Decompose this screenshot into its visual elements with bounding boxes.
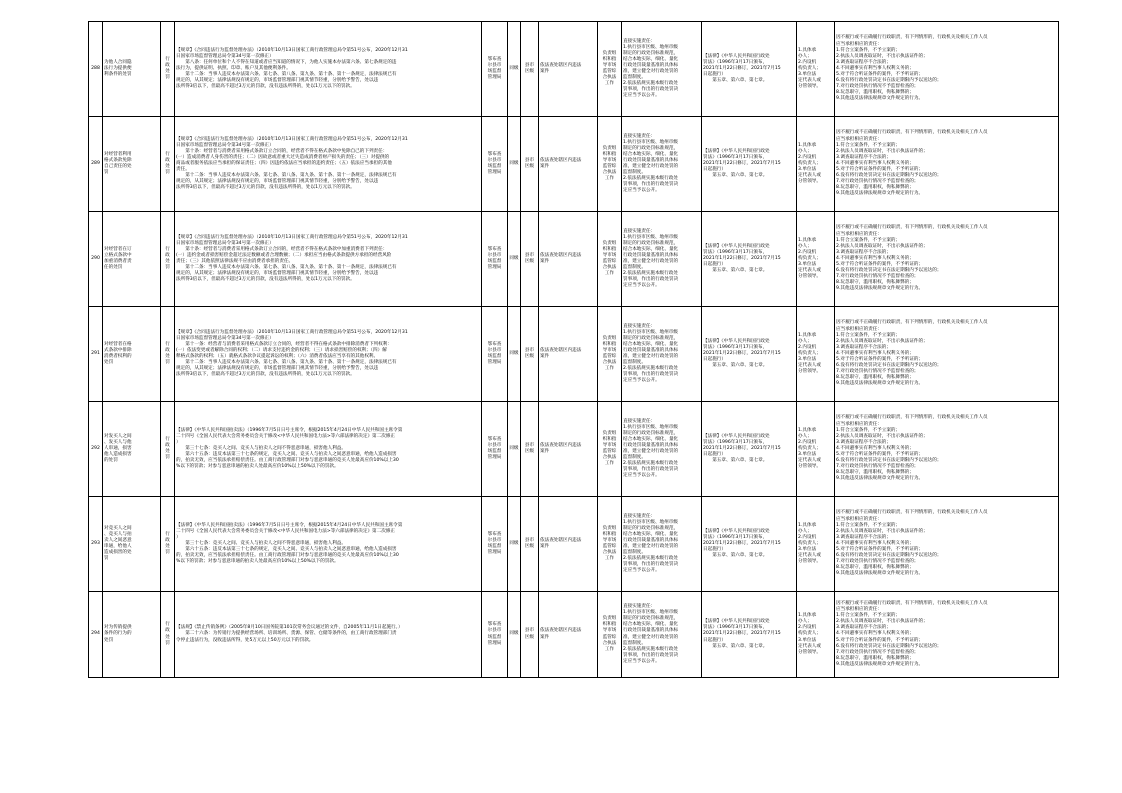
responsibility-description: 直接实施责任： 1.执行县市区级、地州市级 制定的行政处罚标准规范， 结合本地实际，细化、量化 行政处罚裁量基准的具体标 准，建立健全对行政处罚的 监督制度。 2.依法依规实施本级行政处 罚事项，作出的行政处罚决 定应当予以公开。	[622, 497, 702, 592]
responsibility-description: 直接实施责任： 1.执行县市区级、地州市级 制定的行政处罚标准规范， 结合本地实际，细化、量化 行政处罚裁量基准的具体标 准，建立健全对行政处罚的 监督制度。 2.依法依规实施本级行政处 罚事项，作出的行政处罚决 定应当予以公开。	[622, 117, 702, 212]
legal-basis: 【法律】《中华人民共和国拍卖法》（1996年7月5日日号主席令，根据2015年4月24日中华人民共和国主席令第 二十四号《全国人民代表大会常务委员会关于修改<中华人民共和国电力法>等六部法律的决定》第二次修正 ） 第三十七条：竞买人之间、竞买人与拍卖人之间不得恶意串通，损害他人利益。 第六十五条：违反本法第三十七条的规定，竞买人之间、竞买人与拍卖人之间恶意串通，给他人造成损害 的，拍卖无效，应当依法承担赔偿责任。由工商行政管理部门对参与恶意串通的竞买人处最高应价10%以上30 %以下的罚款；对参与恶意串通的拍卖人处最高应价10%以上50%以下的罚款。	[175, 402, 482, 497]
item-name: 对经营者在订 立格式条款中 加重消费者责 任的处罚	[103, 212, 161, 307]
accountability-clauses: 因不履行或不正确履行行政职责，有下列情形的，行政机关及相关工作人员 应当承担相应的责任： 1.符合立案条件，不予立案的； 2.执法人员调查取证时，不出示执法证件的； 3.调查取证程序不合法的； 4.不回避事实有利当事人权利义务的； 5.对于符合听证条件的案件，不予听证的； 6.没有将行政处罚决定书在法定期限内予以送达的； 7.对行政处罚执行情况不予监督检查的； 8.玩忽职守，滥用职权，徇私舞弊的； 9.其他违反法律法规规章文件规定的行为。	[835, 307, 1059, 402]
legal-basis: 【规章】《合同违法行为监督处理办法》（2010年10月13日国家工商行政管理总局令第51号公布，2020年12月31 日国家市场监督管理总局令第34号第一次修正） 第十一条：经营者与消费者采用格式条款订立合同的，经营者不得在格式条款中排除消费者下列权利： (一）依法变更或者解除合同的权利；（二）请求支付违约金的权利；（三）请求损害赔偿的权利；（四）解 释格式条款的权利；（五）就格式条款争议提起诉讼的权利；（六）消费者依法应当享有的其他权利。 第十二条：当事人违反本办法第六条、第七条、第八条、第九条、第十条、第十一条规定，法律法规已有 规定的，从其规定；法律法规没有规定的，市场监督管理部门视其情节轻重，分别给予警告，处以违 法所得3倍以下，但最高不超过3万元的罚款，没有违法所得的，处以1万元以下的罚款。	[175, 307, 482, 402]
jurisdiction-level: 县市 区级	[521, 212, 539, 307]
handling-personnel: 1.具体承 办人； 2.内设机 构负责人； 3.单位法 定代表人或 分管领导。	[797, 22, 835, 117]
jurisdiction-level: 县市 区级	[521, 497, 539, 592]
jurisdiction-level: 县市 区级	[521, 592, 539, 678]
responsible-department: 负责组 织和指 导市场 监管综 合执法 工作	[598, 307, 622, 402]
item-number: 288	[89, 22, 103, 117]
level-cell: 同级	[508, 307, 521, 402]
legal-basis: 【规章】《合同违法行为监督处理办法》（2010年10月13日国家工商行政管理总局令第51号公布，2020年12月31 日国家市场监督管理总局令第34号第一次修正） 第十条：经营者与消费者采用格式条款订立合同的，经营者不得在格式条款中加重消费者下列责任： (一）违约金或者损害赔偿金超过法定数额或者合理数额；（二）承担应当由格式条款提供方承担的经营风险 责任；（三）其他依照法律法规不应由消费者承担的责任。 第十二条：当事人违反本办法第六条、第七条、第八条、第九条、第十条、第十一条规定，法律法规已有 规定的，从其规定；法律法规没有规定的，市场监督管理部门视其情节轻重，分别给予警告，处以违 法所得3倍以下，但最高不超过3万元的罚款，没有违法所得的，处以1万元以下的罚款。	[175, 212, 482, 307]
procedure-law: 【法律】《中华人民共和国行政处 罚法》（1996年3月17日颁布， 2021年1月22日修订，2021年7月15 日起施行） 第五章、第六章、第七章。	[702, 497, 797, 592]
handling-personnel: 1.具体承 办人； 2.内设机 构负责人； 3.单位法 定代表人或 分管领导。	[797, 402, 835, 497]
implementing-body: 鄂布查 尔县市 场监督 管理局	[482, 117, 508, 212]
table-row	[89, 592, 1059, 678]
item-name: 对发买人之间 、发买人与他 人串通，损害 他人造成损害 的处罚	[103, 402, 161, 497]
implementing-body: 鄂布查 尔县市 场监督 管理局	[482, 307, 508, 402]
enforcement-scope: 依法查处辖区内违法 案件	[539, 22, 598, 117]
table-row	[89, 22, 1059, 117]
item-number: 290	[89, 212, 103, 307]
jurisdiction-level: 县市 区级	[521, 402, 539, 497]
implementing-body: 鄂布查 尔县市 场监督 管理局	[482, 592, 508, 678]
enforcement-scope: 依法查处辖区内违法 案件	[539, 402, 598, 497]
level-cell: 同级	[508, 117, 521, 212]
item-name: 对经营者利用 格式条款免除 自己责任的处 罚	[103, 117, 161, 212]
legal-basis: 【规章】《合同违法行为监督处理办法》（2010年10月13日国家工商行政管理总局令第51号公布，2020年12月31 日国家市场监督管理总局令第34号第一次修正） 第八条：任何单位和个人不得在知道或者应当知道的情况下，为他人实施本办法第六条、第七条规定的违 法行为，提供证明、执照、印章、账户及其他便利条件。 第十二条：当事人违反本办法第六条、第七条、第八条、第九条、第十条、第十一条规定，法律法规已有 规定的，从其规定；法律法规没有规定的，市场监督管理部门视其情节轻重，分别给予警告，处以违 法所得3倍以下，但最高不超过3万元的罚款，没有违法所得的，处以1万元以下的罚款。	[175, 22, 482, 117]
enforcement-scope: 依法查处辖区内违法 案件	[539, 212, 598, 307]
procedure-law: 【法律】《中华人民共和国行政处 罚法》（1996年3月17日颁布， 2021年1月22日修订，2021年7月15 日起施行） 第五章、第六章、第七章。	[702, 117, 797, 212]
responsible-department: 负责组 织和指 导市场 监管综 合执法 工作	[598, 497, 622, 592]
item-name: 对经营者在格 式条款中排除 消费者权利的 处罚	[103, 307, 161, 402]
responsibility-description: 直接实施责任： 1.执行县市区级、地州市级 制定的行政处罚标准规范， 结合本地实际，细化、量化 行政处罚裁量基准的具体标 准，建立健全对行政处罚的 监督制度。 2.依法依规实施本级行政处 罚事项，作出的行政处罚决 定应当予以公开。	[622, 212, 702, 307]
responsibility-description: 直接实施责任： 1.执行县市区级、地州市级 制定的行政处罚标准规范， 结合本地实际，细化、量化 行政处罚裁量基准的具体标 准，建立健全对行政处罚的 监督制度。 2.依法依规实施本级行政处 罚事项，作出的行政处罚决 定应当予以公开。	[622, 402, 702, 497]
implementing-body: 鄂布查 尔县市 场监督 管理局	[482, 402, 508, 497]
item-number: 291	[89, 307, 103, 402]
responsible-department: 负责组 织和指 导市场 监管综 合执法 工作	[598, 117, 622, 212]
table-row	[89, 307, 1059, 402]
table-row	[89, 117, 1059, 212]
enforcement-scope: 依法查处辖区内违法 案件	[539, 117, 598, 212]
responsible-department: 负责组 织和指 导市场 监管综 合执法 工作	[598, 592, 622, 678]
responsible-department: 负责组 织和指 导市场 监管综 合执法 工作	[598, 212, 622, 307]
level-cell: 同级	[508, 212, 521, 307]
accountability-clauses: 因不履行或不正确履行行政职责，有下列情形的，行政机关及相关工作人员 应当承担相应的责任： 1.符合立案条件，不予立案的； 2.执法人员调查取证时，不出示执法证件的； 3.调查取证程序不合法的； 4.不回避事实有利当事人权利义务的； 5.对于符合听证条件的案件，不予听证的； 6.没有将行政处罚决定书在法定期限内予以送达的； 7.对行政处罚执行情况不予监督检查的； 8.玩忽职守，滥用职权，徇私舞弊的； 9.其他违反法律法规规章文件规定的行为。	[835, 592, 1059, 678]
table-row	[89, 497, 1059, 592]
jurisdiction-level: 县市 区级	[521, 22, 539, 117]
level-cell: 同级	[508, 497, 521, 592]
enforcement-scope: 依法查处辖区内违法 案件	[539, 307, 598, 402]
item-type: 行 政 处 罚	[161, 212, 175, 307]
item-number: 293	[89, 497, 103, 592]
item-type: 行 政 处 罚	[161, 592, 175, 678]
item-type: 行 政 处 罚	[161, 117, 175, 212]
legal-basis: 【规章】《合同违法行为监督处理办法》（2010年10月13日国家工商行政管理总局令第51号公布，2020年12月31 日国家市场监督管理总局令第34号第一次修正） 第十条：经营者与消费者采用格式条款订立合同的，经营者不得在格式条款中免除自己的下列责任： (一）造成消费者人身伤害的责任；（二）因故意或者重大过失造成消费者财产损失的责任；（三）对提供的 商品或者服务依法应当承担的保证责任；（四）因违约依法应当承担的违约责任；（五）依法应当承担的其他 责任。 第十二条：当事人违反本办法第六条、第七条、第八条、第九条、第十条、第十一条规定，法律法规已有 规定的，从其规定；法律法规没有规定的，市场监督管理部门视其情节轻重，分别给予警告，处以违 法所得3倍以下，但最高不超过3万元的罚款，没有违法所得的，处以1万元以下的罚款。	[175, 117, 482, 212]
item-number: 292	[89, 402, 103, 497]
item-name: 对竞买人之间 、竞买人与拍 卖人之间恶意 串通，给他人 造成损害的处 罚	[103, 497, 161, 592]
legal-basis: 【法律】《中华人民共和国拍卖法》（1996年7月5日日号主席令，根据2015年4月24日中华人民共和国主席令第 二十四号《全国人民代表大会常务委员会关于修改<中华人民共和国电力法>等六部法律的决定》第二次修正 ） 第三十七条：竞买人之间、竞买人与拍卖人之间不得恶意串通，损害他人利益。 第六十五条：违反本法第三十七条的规定，竞买人之间、竞买人与拍卖人之间恶意串通，给他人造成损害 的，拍卖无效，应当依法承担赔偿责任。由工商行政管理部门对参与恶意串通的竞买人处最高应价10%以上30 %以下的罚款；对参与恶意串通的拍卖人处最高应价10%以上50%以下的罚款。	[175, 497, 482, 592]
handling-personnel: 1.具体承 办人； 2.内设机 构负责人； 3.单位法 定代表人或 分管领导。	[797, 592, 835, 678]
item-type: 行 政 处 罚	[161, 497, 175, 592]
item-name: 对为传销提供 条件的行为的 处罚	[103, 592, 161, 678]
level-cell: 同级	[508, 22, 521, 117]
item-name: 为他人合同隐 法行为提供便 利条件的处罚	[103, 22, 161, 117]
handling-personnel: 1.具体承 办人； 2.内设机 构负责人； 3.单位法 定代表人或 分管领导。	[797, 117, 835, 212]
handling-personnel: 1.具体承 办人； 2.内设机 构负责人； 3.单位法 定代表人或 分管领导。	[797, 307, 835, 402]
table-row	[89, 212, 1059, 307]
responsibility-description: 直接实施责任： 1.执行县市区级、地州市级 制定的行政处罚标准规范， 结合本地实际，细化、量化 行政处罚裁量基准的具体标 准，建立健全对行政处罚的 监督制度。 2.依法依规实施本级行政处 罚事项，作出的行政处罚决 定应当予以公开。	[622, 22, 702, 117]
procedure-law: 【法律】《中华人民共和国行政处 罚法》（1996年3月17日颁布， 2021年1月22日修订，2021年7月15 日起施行） 第五章、第六章、第七章。	[702, 212, 797, 307]
handling-personnel: 1.具体承 办人； 2.内设机 构负责人； 3.单位法 定代表人或 分管领导。	[797, 212, 835, 307]
item-type: 行 政 处 罚	[161, 307, 175, 402]
item-number: 294	[89, 592, 103, 678]
legal-basis: 【法规】《禁止传销条例》（2005年8月10日国务院第101次常务会议通过的文件，自2005年11月1日起施行。） 第二十六条：为传销行为提供经营场所、培训场所、货源、保管、仓储等条件的，由工商行政管理部门责 令停止违法行为，没收违法所得，处5万元以上50万元以下的罚款。	[175, 592, 482, 678]
level-cell: 同级	[508, 402, 521, 497]
table-row	[89, 402, 1059, 497]
implementing-body: 鄂布查 尔县市 场监督 管理局	[482, 212, 508, 307]
accountability-clauses: 因不履行或不正确履行行政职责，有下列情形的，行政机关及相关工作人员 应当承担相应的责任： 1.符合立案条件，不予立案的； 2.执法人员调查取证时，不出示执法证件的； 3.调查取证程序不合法的； 4.不回避事实有利当事人权利义务的； 5.对于符合听证条件的案件，不予听证的； 6.没有将行政处罚决定书在法定期限内予以送达的； 7.对行政处罚执行情况不予监督检查的； 8.玩忽职守，滥用职权，徇私舞弊的； 9.其他违反法律法规规章文件规定的行为。	[835, 117, 1059, 212]
power-list-table	[88, 21, 1059, 678]
implementing-body: 鄂布查 尔县市 场监督 管理局	[482, 22, 508, 117]
item-type: 行 政 处 罚	[161, 22, 175, 117]
item-type: 行 政 处 罚	[161, 402, 175, 497]
enforcement-scope: 依法查处辖区内违法 案件	[539, 592, 598, 678]
item-number: 289	[89, 117, 103, 212]
responsible-department: 负责组 织和指 导市场 监管综 合执法 工作	[598, 22, 622, 117]
responsibility-description: 直接实施责任： 1.执行县市区级、地州市级 制定的行政处罚标准规范， 结合本地实际，细化、量化 行政处罚裁量基准的具体标 准，建立健全对行政处罚的 监督制度。 2.依法依规实施本级行政处 罚事项，作出的行政处罚决 定应当予以公开。	[622, 307, 702, 402]
responsible-department: 负责组 织和指 导市场 监管综 合执法 工作	[598, 402, 622, 497]
procedure-law: 【法律】《中华人民共和国行政处 罚法》（1996年3月17日颁布， 2021年1月22日修订，2021年7月15 日起施行） 第五章、第六章、第七章。	[702, 22, 797, 117]
implementing-body: 鄂布查 尔县市 场监督 管理局	[482, 497, 508, 592]
procedure-law: 【法律】《中华人民共和国行政处 罚法》（1996年3月17日颁布， 2021年1月22日修订，2021年7月15 日起施行） 第五章、第六章、第七章。	[702, 592, 797, 678]
procedure-law: 【法律】《中华人民共和国行政处 罚法》（1996年3月17日颁布， 2021年1月22日修订，2021年7月15 日起施行） 第五章、第六章、第七章。	[702, 307, 797, 402]
enforcement-scope: 依法查处辖区内违法 案件	[539, 497, 598, 592]
handling-personnel: 1.具体承 办人； 2.内设机 构负责人； 3.单位法 定代表人或 分管领导。	[797, 497, 835, 592]
procedure-law: 【法律】《中华人民共和国行政处 罚法》（1996年3月17日颁布， 2021年1月22日修订，2021年7月15 日起施行） 第五章、第六章、第七章。	[702, 402, 797, 497]
accountability-clauses: 因不履行或不正确履行行政职责，有下列情形的，行政机关及相关工作人员 应当承担相应的责任： 1.符合立案条件，不予立案的； 2.执法人员调查取证时，不出示执法证件的； 3.调查取证程序不合法的； 4.不回避事实有利当事人权利义务的； 5.对于符合听证条件的案件，不予听证的； 6.没有将行政处罚决定书在法定期限内予以送达的； 7.对行政处罚执行情况不予监督检查的； 8.玩忽职守，滥用职权，徇私舞弊的； 9.其他违反法律法规规章文件规定的行为。	[835, 22, 1059, 117]
accountability-clauses: 因不履行或不正确履行行政职责，有下列情形的，行政机关及相关工作人员 应当承担相应的责任： 1.符合立案条件，不予立案的； 2.执法人员调查取证时，不出示执法证件的； 3.调查取证程序不合法的； 4.不回避事实有利当事人权利义务的； 5.对于符合听证条件的案件，不予听证的； 6.没有将行政处罚决定书在法定期限内予以送达的； 7.对行政处罚执行情况不予监督检查的； 8.玩忽职守，滥用职权，徇私舞弊的； 9.其他违反法律法规规章文件规定的行为。	[835, 497, 1059, 592]
accountability-clauses: 因不履行或不正确履行行政职责，有下列情形的，行政机关及相关工作人员 应当承担相应的责任： 1.符合立案条件，不予立案的； 2.执法人员调查取证时，不出示执法证件的； 3.调查取证程序不合法的； 4.不回避事实有利当事人权利义务的； 5.对于符合听证条件的案件，不予听证的； 6.没有将行政处罚决定书在法定期限内予以送达的； 7.对行政处罚执行情况不予监督检查的； 8.玩忽职守，滥用职权，徇私舞弊的； 9.其他违反法律法规规章文件规定的行为。	[835, 402, 1059, 497]
jurisdiction-level: 县市 区级	[521, 117, 539, 212]
responsibility-description: 直接实施责任： 1.执行县市区级、地州市级 制定的行政处罚标准规范， 结合本地实际，细化、量化 行政处罚裁量基准的具体标 准，建立健全对行政处罚的 监督制度。 2.依法依规实施本级行政处 罚事项，作出的行政处罚决 定应当予以公开。	[622, 592, 702, 678]
accountability-clauses: 因不履行或不正确履行行政职责，有下列情形的，行政机关及相关工作人员 应当承担相应的责任： 1.符合立案条件，不予立案的； 2.执法人员调查取证时，不出示执法证件的； 3.调查取证程序不合法的； 4.不回避事实有利当事人权利义务的； 5.对于符合听证条件的案件，不予听证的； 6.没有将行政处罚决定书在法定期限内予以送达的； 7.对行政处罚执行情况不予监督检查的； 8.玩忽职守，滥用职权，徇私舞弊的； 9.其他违反法律法规规章文件规定的行为。	[835, 212, 1059, 307]
jurisdiction-level: 县市 区级	[521, 307, 539, 402]
level-cell: 同级	[508, 592, 521, 678]
